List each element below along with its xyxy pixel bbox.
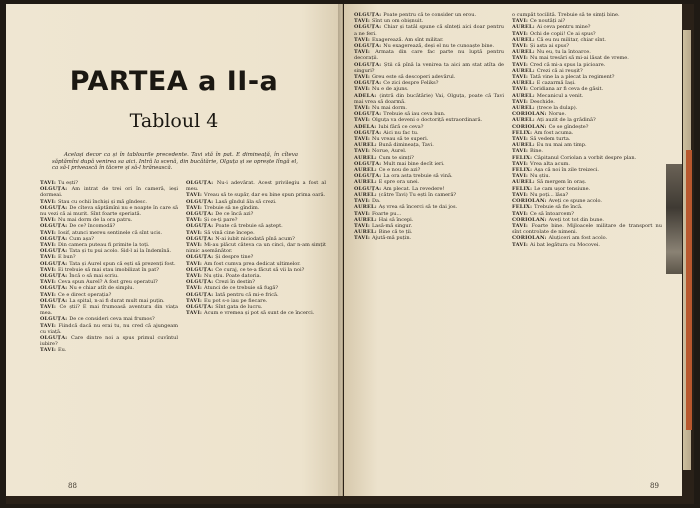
dialogue-text: (intră din bucătărie) Vai, Olguța, poate că Tavi mai vrea să doarmă.: [354, 92, 504, 105]
dialogue-text: Poate pentru că te consider un erou.: [383, 12, 477, 18]
speaker-name: TAVI:: [40, 180, 58, 186]
dialogue-text: Nu-i adevărat. Acest privilegiu a fost al meu.: [186, 180, 326, 193]
dialogue-text: Iubi fără ce ceva?: [378, 123, 424, 130]
dialogue-text: Mult mai bine decît ieri.: [383, 160, 445, 167]
speaker-name: TAVI:: [512, 136, 530, 143]
speaker-name: OLGUȚA:: [354, 185, 384, 192]
speaker-name: TAVI:: [512, 61, 530, 68]
speaker-name: ADELA:: [354, 123, 379, 130]
speaker-name: TAVI:: [512, 222, 532, 229]
dialogue-text: De ce? încomodă?: [69, 223, 116, 230]
speaker-name: OLGUȚA:: [40, 297, 70, 304]
speaker-name: AUREL:: [354, 191, 379, 198]
dialogue-text: Ce zici despre Feliks?: [383, 80, 439, 87]
dialogue-line: [186, 180, 326, 192]
dialogue-line: [512, 242, 662, 248]
speaker-name: AUREL:: [354, 179, 379, 186]
speaker-name: AUREL:: [354, 167, 379, 174]
speaker-name: OLGUȚA:: [186, 304, 216, 311]
dialogue-text: Ai bat legătura cu Mocovei.: [529, 241, 601, 248]
speaker-name: TAVI:: [40, 217, 58, 224]
dialogue-text: Eu pot s-o iau pe fiecare.: [203, 297, 268, 304]
speaker-name: OLGUȚA:: [354, 61, 384, 68]
dialogue-text: (către Tavi) Tu ești în cameră?: [378, 191, 457, 198]
dialogue-text: Așa că noi în zile treizeci.: [534, 167, 599, 174]
left-column-2: [186, 180, 326, 316]
dialogue-text: Poate că trebuie să aștept.: [215, 223, 283, 230]
dialogue-text: Deschide.: [529, 98, 555, 105]
speaker-name: AUREL:: [512, 105, 537, 112]
dialogue-line: [186, 242, 326, 254]
dialogue-text: Ajută-mă puțin.: [371, 235, 412, 242]
speaker-name: TAVI:: [512, 160, 530, 167]
speaker-name: TAVI:: [512, 74, 530, 81]
speaker-name: CORIOLAN:: [512, 111, 549, 118]
speaker-name: TAVI:: [186, 260, 204, 267]
speaker-name: TAVI:: [40, 279, 58, 286]
dialogue-text: Nu mai dorm.: [371, 105, 407, 112]
dialogue-text: Căpitanul Coriolan a vorbit despre plan.: [534, 154, 637, 161]
dialogue-text: Nu poți... lăsa?: [529, 191, 569, 198]
dialogue-text: Încă o să mai scriu.: [69, 273, 119, 280]
dialogue-text: Care dintre noi a spus primul cuvîntul iubire?: [40, 335, 178, 348]
dialogue-text: Ce să întoarcem?: [529, 210, 574, 217]
dialogue-text: Trebuie să ne gîndim.: [203, 204, 260, 211]
speaker-name: AUREL:: [354, 154, 379, 161]
dialogue-text: Ce știi? E mai frumoasă aventura din viața mea.: [40, 304, 179, 317]
dialogue-text: Foarte bine. Mijloacele militare de transport nu sînt controlate de nimeni.: [512, 222, 662, 236]
dialogue-text: Bine.: [529, 148, 544, 155]
dialogue-text: Și ce-ți pare?: [203, 217, 238, 224]
speaker-name: FELIX:: [512, 185, 535, 192]
dialogue-text: Nu mai dorm de la ora patru.: [57, 217, 133, 224]
dialogue-text: Fiindcă dacă nu erai tu, nu cred că ajungeam cu viață.: [40, 322, 178, 335]
dialogue-text: Lasă gîndul ăla să crezi.: [215, 198, 277, 205]
dialogue-text: Nu vreau să te superi.: [371, 136, 429, 143]
dialogue-text: Nu mai tresări să mi-ai lăsat de vreme.: [529, 55, 629, 62]
speaker-name: TAVI:: [186, 217, 204, 224]
dialogue-line: [40, 205, 178, 217]
dialogue-text: Nu e chiar atît de simplu.: [69, 285, 135, 292]
speaker-name: TAVI:: [354, 235, 372, 242]
speaker-name: OLGUȚA:: [354, 24, 384, 31]
right-column-1: [354, 12, 504, 242]
speaker-name: TAVI:: [40, 291, 58, 298]
left-column-1: [40, 180, 178, 354]
speaker-name: OLGUȚA:: [186, 235, 216, 242]
dialogue-text: Eu.: [57, 347, 67, 354]
speaker-name: TAVI:: [512, 98, 530, 105]
speaker-name: OLGUȚA:: [186, 180, 217, 186]
dialogue-text: Crezi în destin?: [215, 279, 255, 286]
dialogue-text: Olguța va deveni o doctoriță extraordinară.: [371, 117, 483, 124]
speaker-name: AUREL:: [512, 92, 537, 99]
speaker-name: OLGUȚA:: [186, 223, 216, 230]
speaker-name: OLGUȚA:: [186, 291, 216, 298]
dialogue-text: Aveți ce spune acolo.: [548, 198, 602, 205]
dialogue-text: De ce încă azi?: [215, 211, 254, 218]
speaker-name: AUREL:: [512, 36, 537, 43]
speaker-name: AUREL:: [354, 229, 379, 236]
speaker-name: FELIX:: [512, 129, 535, 136]
dialogue-text: Nu știu. Poate datoria.: [203, 273, 262, 280]
dialogue-text: Tata și tu pui acolo. Sid-l ai la îndemînă.: [69, 248, 172, 255]
dialogue-text: Nu eu, tu la întoarce.: [536, 49, 591, 56]
speaker-name: AUREL:: [512, 80, 537, 87]
dialogue-text: Că eu nu militar, chiar sînt.: [536, 36, 607, 43]
dialogue-text: Stau cu ochii închiși și mă gîndesc.: [57, 198, 148, 205]
page-number-left: 88: [68, 482, 77, 490]
speaker-name: OLGUȚA:: [186, 198, 216, 205]
speaker-name: TAVI:: [186, 297, 204, 304]
dialogue-line: [354, 235, 504, 241]
dialogue-text: E bun?: [57, 254, 76, 261]
speaker-name: TAVI:: [512, 55, 530, 62]
speaker-name: TAVI:: [40, 347, 58, 354]
left-page: [6, 4, 343, 496]
dialogue-text: Nu e de ajuns.: [371, 86, 409, 93]
dialogue-text: E spre ora unei.: [378, 179, 420, 186]
dialogue-text: Lasă-mă singur.: [371, 222, 413, 229]
dialogue-text: Iosif, atunci mereu sentinele că sînt ucis.: [57, 229, 163, 236]
dialogue-text: Ochi de copii! Ce ai spus?: [529, 30, 596, 37]
dialogue-text: Aici nu fac tu.: [383, 129, 419, 136]
speaker-name: OLGUȚA:: [354, 43, 384, 50]
dialogue-text: Să vedem turta.: [529, 136, 571, 143]
speaker-name: FELIX:: [512, 154, 535, 161]
speaker-name: CORIOLAN:: [512, 123, 549, 130]
dialogue-text: Am plecat. La revedere!: [383, 185, 445, 192]
dialogue-text: Și despre tine?: [215, 254, 254, 261]
dialogue-text: Vrea alta acum.: [529, 160, 570, 167]
dialogue-line: [354, 24, 504, 36]
dialogue-text: Mi-au plăcut câteva ca un cinci, dar n-am simțit nimic asemănător.: [186, 242, 327, 255]
dialogue-text: Bine că te ții.: [378, 229, 413, 236]
speaker-name: FELIX:: [512, 167, 535, 174]
speaker-name: TAVI:: [186, 273, 204, 280]
dialogue-text: Tu ești?: [57, 180, 78, 186]
speaker-name: TAVI:: [512, 210, 530, 217]
speaker-name: CORIOLAN:: [512, 235, 549, 242]
speaker-name: TAVI:: [354, 148, 372, 155]
right-column-2: [512, 12, 662, 248]
speaker-name: TAVI:: [512, 241, 530, 248]
dialogue-line: [40, 323, 178, 335]
dialogue-line: [40, 335, 178, 347]
speaker-name: TAVI:: [354, 86, 372, 93]
dialogue-text: Aluțiceri am fost acolo.: [548, 235, 608, 242]
speaker-name: TAVI:: [186, 285, 204, 292]
speaker-name: TAVI:: [354, 222, 372, 229]
speaker-name: OLGUȚA:: [40, 235, 70, 242]
dialogue-text: Bună dimineața, Tavi.: [378, 142, 434, 149]
speaker-name: AUREL:: [512, 49, 537, 56]
dialogue-line: [40, 347, 178, 353]
speaker-name: TAVI:: [512, 30, 530, 37]
speaker-name: AUREL:: [512, 24, 537, 31]
page-number-right: 89: [650, 482, 659, 490]
dialogue-text: Din camera puteau fi primite la toți.: [57, 242, 150, 249]
dialogue-text: Am fost acuma.: [534, 129, 574, 136]
speaker-name: AUREL:: [512, 179, 537, 186]
speaker-name: OLGUȚA:: [40, 285, 70, 292]
speaker-name: AUREL:: [354, 142, 379, 149]
dialogue-text: Iată pentru că mi-e frică.: [215, 291, 279, 298]
dialogue-text: Trebuie să iau ceva bun.: [383, 111, 446, 118]
dialogue-text: Acum e vremea și pot să sunt de ce încerci.: [203, 310, 315, 317]
dialogue-text: Exagerează. Am sînt militar.: [371, 36, 444, 43]
speaker-name: OLGUȚA:: [40, 273, 70, 280]
speaker-name: OLGUȚA:: [186, 254, 216, 261]
dialogue-line: [354, 49, 504, 61]
speaker-name: OLGUȚA:: [354, 111, 384, 118]
speaker-name: TAVI:: [186, 242, 205, 249]
speaker-name: TAVI:: [186, 192, 204, 199]
part-title: PARTEA a II-a: [69, 66, 279, 97]
dialogue-line: [40, 304, 178, 316]
speaker-name: CORIOLAN:: [512, 198, 549, 205]
dialogue-text: Știi că pînă la venirea ta aici am stat atîta de singuri?: [354, 61, 504, 74]
scene-title: Tabloul 4: [129, 110, 219, 132]
dialogue-text: Armata din care fac parte nu luptă pentru decorații.: [354, 49, 504, 62]
dialogue-text: Crezi că ai reușit?: [536, 67, 583, 74]
dialogue-text: Norue.: [548, 111, 567, 118]
dialogue-text: Ce curaj, ce te-a făcut să vii la noi?: [215, 266, 305, 273]
dialogue-text: Nu știu.: [529, 173, 551, 180]
speaker-name: OLGUȚA:: [354, 173, 384, 180]
speaker-name: AUREL:: [512, 117, 537, 124]
speaker-name: TAVI:: [512, 148, 530, 155]
dialogue-text: De ce consideri ceva mai frumos?: [69, 316, 155, 323]
speaker-name: CORIOLAN:: [512, 216, 549, 223]
dialogue-text: Tată vine la a plecat la regiment?: [529, 74, 615, 81]
speaker-name: TAVI:: [512, 173, 530, 180]
dialogue-text: Ați auzit de la grădină?: [536, 117, 596, 124]
dialogue-text: Coridiana ar fi ceva de găsit.: [529, 86, 604, 93]
dialogue-text: Vreau să te supăr, dar eu bine spun prima oară.: [203, 192, 326, 199]
dialogue-text: Cum te simți?: [378, 154, 414, 161]
dialogue-line: [40, 186, 178, 198]
dialogue-text: Foarte pu...: [371, 210, 402, 217]
dialogue-text: Hai să începi.: [378, 216, 414, 223]
speaker-name: OLGUȚA:: [40, 335, 72, 342]
dialogue-text: De cîteva săptămîni nu e noapte în care să nu vezi că ai murit. Sînt foarte speriată.: [40, 204, 179, 218]
dialogue-text: Ce e nou de azi?: [378, 167, 421, 174]
right-page: [344, 4, 682, 496]
dialogue-text: La spital, n-ai fi durat mult mai puțin.: [69, 297, 165, 304]
speaker-name: TAVI:: [354, 36, 372, 43]
speaker-name: TAVI:: [186, 204, 204, 211]
speaker-name: TAVI:: [40, 198, 58, 205]
speaker-name: TAVI:: [40, 304, 60, 311]
dialogue-text: Mecanicul a venit.: [536, 92, 584, 99]
dialogue-text: Da.: [371, 198, 381, 205]
dialogue-text: Ai ceva pentru mine?: [536, 24, 591, 31]
speaker-name: AUREL:: [354, 204, 379, 211]
speaker-name: OLGUȚA:: [40, 186, 72, 193]
dialogue-text: Atunci de ce trebuie să fugă?: [203, 285, 279, 292]
speaker-name: OLGUȚA:: [186, 211, 216, 218]
speaker-name: OLGUȚA:: [354, 12, 384, 18]
speaker-name: OLGUȚA:: [40, 204, 70, 211]
speaker-name: ADELA:: [354, 92, 380, 99]
stage-direction: Același decor ca și în tablourile precedente. Tavi stă în pat. E dimineață, în cîteva săptămîni după venirea sa aici. Intră la scenă, din bucătărie, Olguța și se oprește lîngă el, ca să-l privească în tăcere și să-l hrănească.: [52, 152, 298, 172]
speaker-name: OLGUȚA:: [186, 279, 216, 286]
speaker-name: OLGUȚA:: [40, 316, 70, 323]
dialogue-text: Eu nu mai am timp.: [536, 142, 587, 149]
speaker-name: TAVI:: [354, 117, 372, 124]
dialogue-text: Tata și Aurel spun că ești să prezenți fost.: [69, 260, 176, 267]
dialogue-text: Aș vrea să încerci să te dai jos.: [378, 204, 458, 211]
dialogue-text: o cumpăt tocilită. Trebuie să te simți bine.: [512, 12, 620, 18]
speaker-name: OLGUȚA:: [40, 248, 70, 255]
dialogue-line: [512, 223, 662, 235]
speaker-name: TAVI:: [512, 18, 530, 25]
dialogue-text: Norue, Aurel.: [371, 148, 407, 155]
dialogue-line: [186, 310, 326, 316]
dialogue-text: Să mergem în oraș.: [536, 179, 587, 186]
speaker-name: TAVI:: [40, 229, 58, 236]
dialogue-text: Am intrat de trei ori în cameră, ieși dormeai.: [40, 186, 178, 199]
speaker-name: FELIX:: [512, 204, 535, 211]
dialogue-text: N-ai iubit niciodată pînă acum?: [215, 235, 295, 242]
speaker-name: TAVI:: [512, 191, 530, 198]
speaker-name: TAVI:: [354, 49, 376, 56]
dialogue-text: Trebuie să fie încă.: [534, 204, 583, 211]
speaker-name: AUREL:: [512, 142, 537, 149]
speaker-name: TAVI:: [354, 105, 372, 112]
dialogue-text: Greu este să descoperi adevărul.: [371, 74, 456, 81]
speaker-name: OLGUȚA:: [40, 260, 70, 267]
dialogue-text: Nu exagerează, deși el nu te cunoaște bine.: [383, 43, 495, 50]
speaker-name: TAVI:: [354, 18, 372, 25]
speaker-name: TAVI:: [512, 43, 530, 50]
speaker-name: OLGUȚA:: [354, 129, 384, 136]
speaker-name: TAVI:: [354, 210, 372, 217]
dialogue-line: [354, 93, 504, 105]
dialogue-text: Cred că mi-a spus la picioare.: [529, 61, 606, 68]
speaker-name: AUREL:: [354, 216, 379, 223]
speaker-name: TAVI:: [40, 242, 58, 249]
dialogue-text: Ei trebuie să mai stau imobilizat în pat?: [57, 266, 159, 273]
speaker-name: TAVI:: [512, 86, 530, 93]
speaker-name: TAVI:: [40, 322, 59, 329]
speaker-name: OLGUȚA:: [186, 266, 216, 273]
speaker-name: TAVI:: [186, 310, 204, 317]
dialogue-text: Cum așa?: [69, 235, 94, 242]
dialogue-text: Le cam ușor tensiune.: [534, 185, 591, 192]
speaker-name: OLGUȚA:: [40, 223, 70, 230]
speaker-name: TAVI:: [354, 198, 372, 205]
dialogue-text: La ora asta trebuie să vină.: [383, 173, 453, 180]
speaker-name: AUREL:: [512, 67, 537, 74]
speaker-name: OLGUȚA:: [354, 80, 384, 87]
dialogue-text: Chiar și tatăl spune că sînteți aici doar pentru a ne feri.: [354, 24, 504, 37]
dialogue-text: Ceva spun Aurel? A fost greu operatul?: [57, 279, 158, 286]
dialogue-text: (trece la dulap).: [536, 105, 578, 112]
dialogue-text: Sînt un om obișnuit.: [371, 18, 424, 25]
dialogue-text: Ce e direct operația?: [57, 291, 112, 298]
cover-edge: [686, 150, 692, 430]
dialogue-text: Ce noutăți ai?: [529, 18, 566, 25]
dialogue-line: [354, 62, 504, 74]
speaker-name: TAVI:: [186, 229, 204, 236]
dialogue-text: Sînt gata de lucru.: [215, 304, 263, 311]
photo-edge: [666, 164, 682, 274]
speaker-name: TAVI:: [40, 254, 58, 261]
dialogue-text: Să vină cine începe.: [203, 229, 255, 236]
dialogue-text: Și asta ai spus?: [529, 43, 570, 50]
dialogue-text: E cazarmă Iași.: [536, 80, 576, 87]
speaker-name: TAVI:: [354, 136, 372, 143]
dialogue-text: Ce se gîndește?: [548, 123, 589, 130]
dialogue-text: Am fost cumva prea dedicat ultimelor.: [203, 260, 301, 267]
speaker-name: TAVI:: [40, 266, 58, 273]
speaker-name: TAVI:: [354, 74, 372, 81]
speaker-name: OLGUȚA:: [354, 160, 384, 167]
dialogue-text: Aveți tot tot din bune.: [548, 216, 604, 223]
